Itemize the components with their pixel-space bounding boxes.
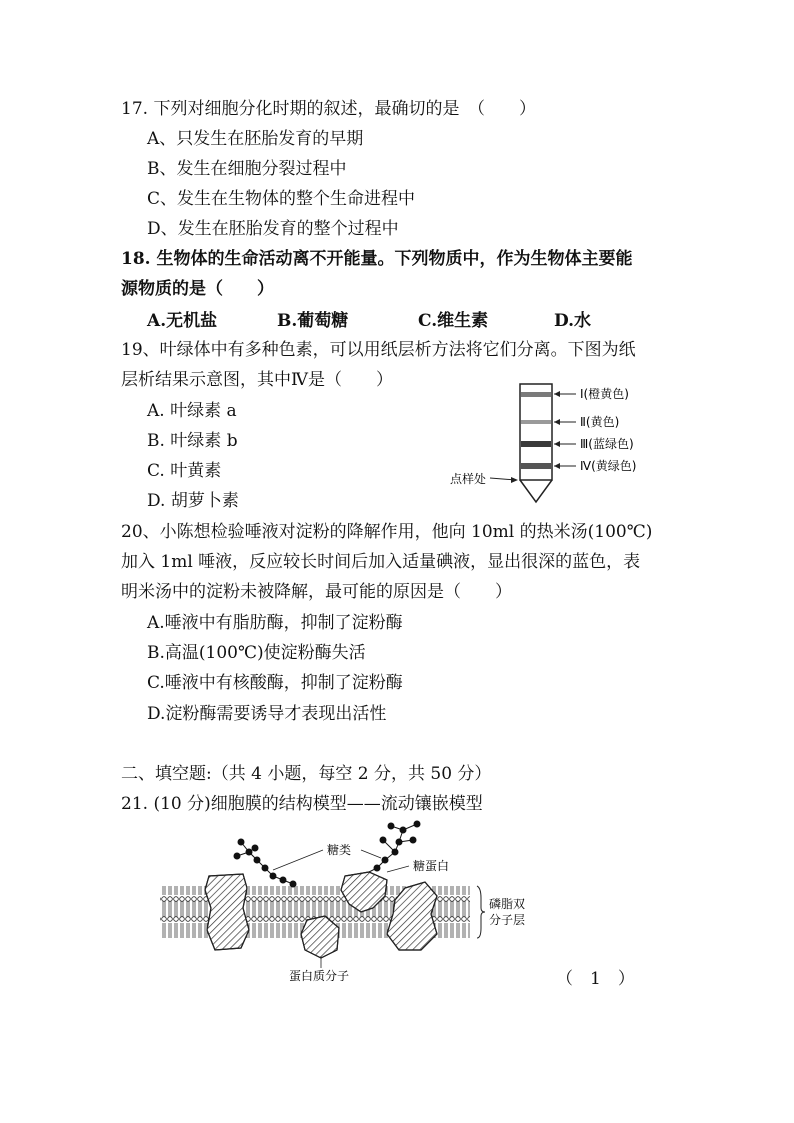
band-label-4: Ⅳ(黄绿色) [580,459,637,473]
origin-label: 点样处 [450,472,487,486]
q19-stem-line2: 层析结果示意图，其中Ⅳ是（ ） [121,370,393,390]
label-glycoprotein: 糖蛋白 [413,859,450,873]
q18-option-c: C.维生素 [418,311,489,331]
q21-blank: （ 1 ） [556,969,635,989]
q18-option-b: B.葡萄糖 [277,311,349,331]
q20-option-c: C.唾液中有核酸酶，抑制了淀粉酶 [147,673,403,693]
q17-option-c: C、发生在生物体的整个生命进程中 [147,189,416,209]
label-bilayer-1: 磷脂双 [489,897,526,911]
label-sugar: 糖类 [327,843,352,857]
q17-option-b: B、发生在细胞分裂过程中 [147,159,347,179]
q18-stem-line1: 18. 生物体的生命活动离不开能量。下列物质中，作为生物体主要能 [121,249,633,269]
label-protein: 蛋白质分子 [289,969,350,983]
q19-option-d: D. 胡萝卜素 [147,491,239,511]
q17-option-a: A、只发生在胚胎发育的早期 [147,129,364,149]
q19-stem-line1: 19、叶绿体中有多种色素，可以用纸层析方法将它们分离。下图为纸 [121,340,636,360]
band-1 [521,392,551,397]
q18-option-d: D.水 [554,311,592,331]
band-label-1: Ⅰ(橙黄色) [580,387,629,401]
q19-option-a: A. 叶绿素 a [147,401,237,421]
band-2 [521,420,551,424]
q20-stem-line3: 明米汤中的淀粉未被降解，最可能的原因是（ ） [121,582,512,602]
membrane-figure [155,818,545,983]
band-4 [521,463,551,469]
q20-stem-line2: 加入 1ml 唾液，反应较长时间后加入适量碘液，显出很深的蓝色，表 [121,552,641,572]
q17-stem: 17. 下列对细胞分化时期的叙述，最确切的是 （ ） [121,99,536,119]
q20-option-a: A.唾液中有脂肪酶，抑制了淀粉酶 [147,613,403,633]
q17-option-d: D、发生在胚胎发育的整个过程中 [147,219,399,239]
band-3 [521,441,551,447]
section-heading: 二、填空题:（共 4 小题，每空 2 分，共 50 分） [121,764,492,784]
strip-tip [520,480,552,502]
q19-option-b: B. 叶绿素 b [147,431,238,451]
q21-stem: 21. (10 分)细胞膜的结构模型——流动镶嵌模型 [121,794,483,814]
band-label-2: Ⅱ(黄色) [580,415,620,429]
q19-option-c: C. 叶黄素 [147,461,222,481]
q18-stem-line2: 源物质的是（ ） [121,279,274,299]
chromatography-figure [448,378,688,508]
q18-option-a: A.无机盐 [147,311,218,331]
q20-stem-line1: 20、小陈想检验唾液对淀粉的降解作用，他向 10ml 的热米汤(100℃) [121,522,653,542]
band-label-3: Ⅲ(蓝绿色) [580,437,634,451]
label-bilayer-2: 分子层 [489,913,526,927]
q20-option-b: B.高温(100℃)使淀粉酶失活 [147,643,366,663]
q20-option-d: D.淀粉酶需要诱导才表现出活性 [147,704,387,724]
